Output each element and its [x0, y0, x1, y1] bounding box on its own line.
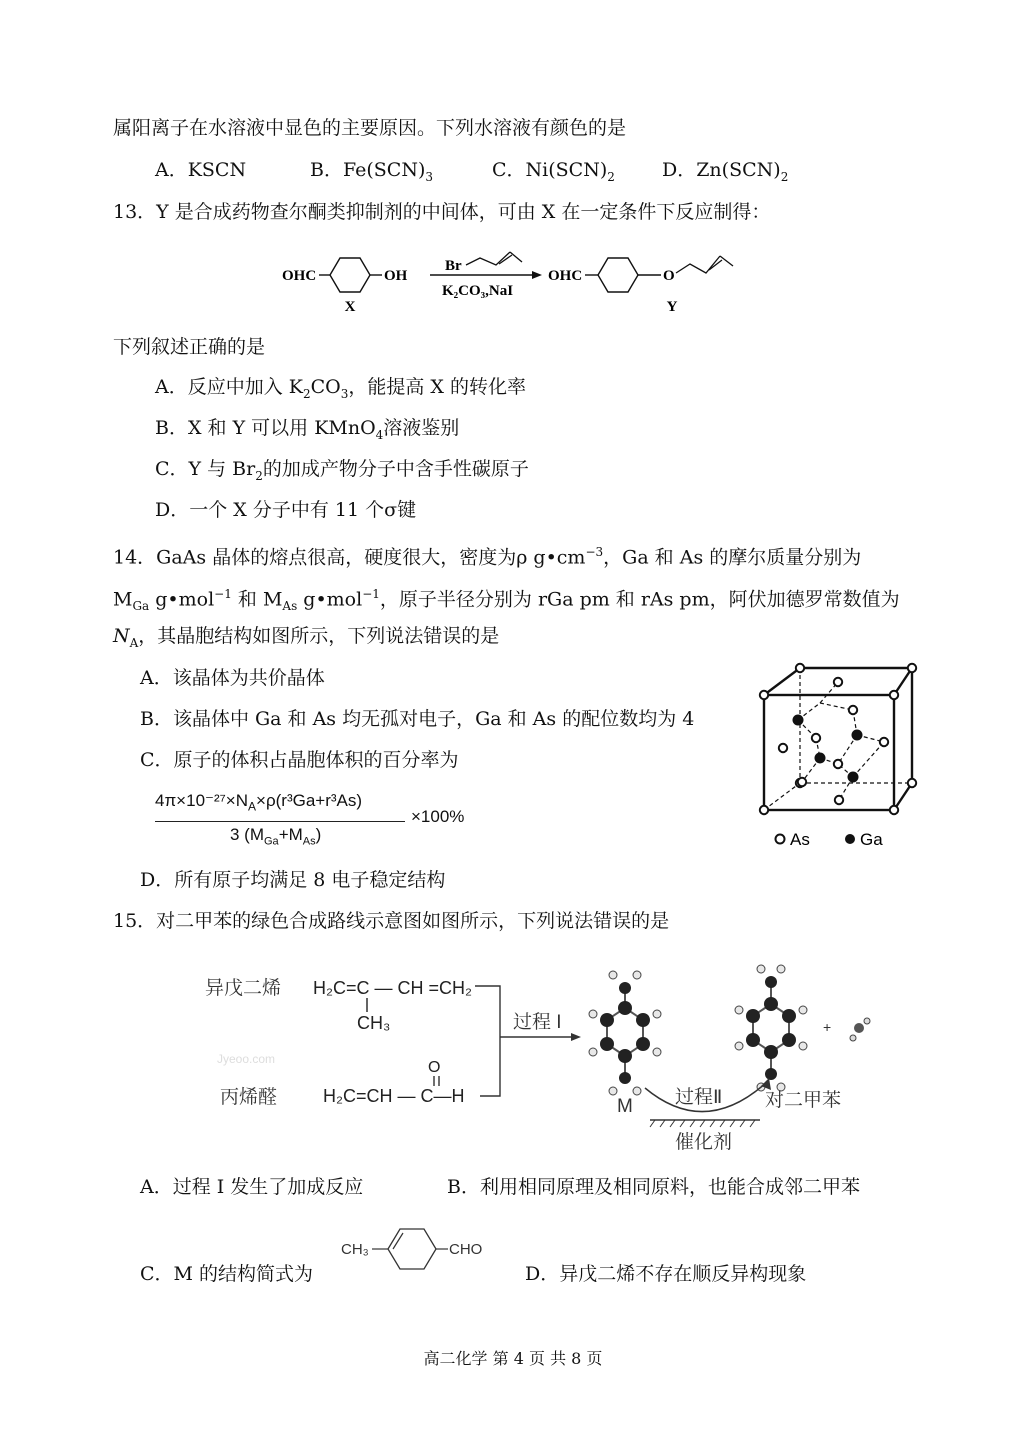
q12-option-d: D．$Zn(SCN)_2$: [662, 159, 789, 184]
label-process2: 过程Ⅱ: [675, 1087, 723, 1108]
q14-option-c: C．原子的体积占晶胞体积的百分率为: [140, 749, 459, 771]
formula-numerator: $4\pi\times 10^{-27}\times N_A\times\rho(r^3Ga+r^3As)$: [155, 791, 363, 814]
y-cho-label: OHC: [548, 268, 583, 284]
q14-option-d: D．所有原子均满足 8 电子稳定结构: [140, 869, 446, 891]
acrolein-formula: H₂C=CH — C—H: [323, 1086, 465, 1106]
formula-percent: ×100%: [411, 807, 465, 826]
q14-stem-line3: $N_A$，其晶胞结构如图所示，下列说法错误的是: [113, 625, 500, 650]
cyclohexene-ring: [388, 1229, 436, 1269]
q13-option-d: D．一个 X 分子中有 11 个σ键: [155, 499, 417, 521]
q12-option-a: A．KSCN: [155, 159, 247, 181]
m-structure-formula: [338, 1222, 493, 1274]
q14-option-a: A．该晶体为共价晶体: [140, 667, 325, 689]
y-label: Y: [666, 299, 678, 315]
label-process1: 过程 I: [513, 1012, 562, 1033]
q15-synthesis-diagram: [195, 960, 875, 1160]
legend-ga-label: Ga: [860, 830, 883, 849]
page-footer: 高二化学 第 4 页 共 8 页: [423, 1349, 603, 1368]
legend-as-label: As: [790, 830, 810, 849]
x-label: X: [344, 299, 356, 315]
label-catalyst: 催化剂: [675, 1132, 733, 1153]
ga-atoms: [793, 715, 863, 783]
reagent-conditions: K₂CO₃,NaI: [442, 283, 514, 299]
q15-option-a: A．过程 I 发生了加成反应: [140, 1176, 364, 1198]
fraction-bar: [155, 821, 405, 822]
y-o-label: O: [663, 268, 675, 284]
q13-reaction-scheme: [270, 240, 770, 325]
gaas-unit-cell-diagram: [750, 660, 925, 855]
m-ch3: CH₃: [341, 1241, 369, 1258]
q13-option-b: B．X 和 Y 可以用 KMnO$_4$溶液鉴别: [155, 417, 460, 442]
q14-percentage-formula: [155, 791, 485, 848]
q15-option-b: B．利用相同原理及相同原料，也能合成邻二甲苯: [447, 1176, 860, 1198]
acrolein-o: O: [428, 1059, 441, 1076]
benzene-ring-y: [598, 258, 638, 292]
isoprene-formula: H₂C=C — CH =CH₂: [313, 978, 472, 998]
q12-option-c: C．$Ni(SCN)_2$: [492, 159, 615, 184]
q15-stem: 15．对二甲苯的绿色合成路线示意图如图所示，下列说法错误的是: [113, 910, 670, 932]
label-m: M: [617, 1096, 633, 1117]
q13-option-c: C．Y 与 $Br_2$的加成产物分子中含手性碳原子: [155, 458, 529, 483]
isoprene-ch3: CH₃: [357, 1013, 391, 1033]
watermark: Jyeoo.com: [217, 1052, 276, 1066]
q15-option-d: D．异戊二烯不存在顺反异构现象: [525, 1263, 807, 1285]
x-cho-label: OHC: [282, 268, 317, 284]
label-isoprene: 异戊二烯: [205, 978, 282, 999]
q15-option-c: C．M 的结构简式为: [140, 1263, 314, 1285]
m-cho: CHO: [449, 1241, 483, 1258]
intro-line: 属阳离子在水溶液中显色的主要原因。下列水溶液有颜色的是: [113, 117, 627, 139]
q13-option-a: A．反应中加入 $K_2CO_3$，能提高 X 的转化率: [155, 376, 526, 401]
benzene-ring-x: [330, 258, 370, 292]
reagent-br: Br: [445, 258, 462, 274]
q14-stem-line1: 14．GaAs 晶体的熔点很高，硬度很大，密度为ρ $g•cm^{-3}$，Ga 和 As 的摩尔质量分别为: [113, 545, 862, 569]
molecule-p-xylene: [753, 982, 789, 1074]
legend-ga-marker: [845, 834, 855, 844]
x-oh-label: OH: [384, 268, 408, 284]
q14-stem-line2: $M_{Ga}$ g•mol$^{-1}$ 和 $M_{As}$ g•mol$^{-1}$，原子半径分别为 rGa pm 和 rAs pm，阿伏加德罗常数值为: [113, 587, 900, 614]
q12-option-b: B．$Fe(SCN)_3$: [310, 159, 433, 184]
label-p-xylene: 对二甲苯: [765, 1090, 842, 1111]
water-molecule: [850, 1018, 870, 1041]
formula-denominator: 3 $(M_{Ga}+M_{As})$: [230, 825, 322, 848]
legend-as-marker: [776, 835, 785, 844]
as-atoms: [760, 664, 916, 814]
q13-lead: 下列叙述正确的是: [113, 336, 266, 358]
q13-stem: 13．Y 是合成药物查尔酮类抑制剂的中间体，可由 X 在一定条件下反应制得：: [113, 201, 771, 223]
label-acrolein: 丙烯醛: [220, 1087, 278, 1108]
plus-sign: +: [823, 1019, 832, 1035]
q14-option-b: B．该晶体中 Ga 和 As 均无孤对电子，Ga 和 As 的配位数均为 4: [140, 708, 695, 730]
